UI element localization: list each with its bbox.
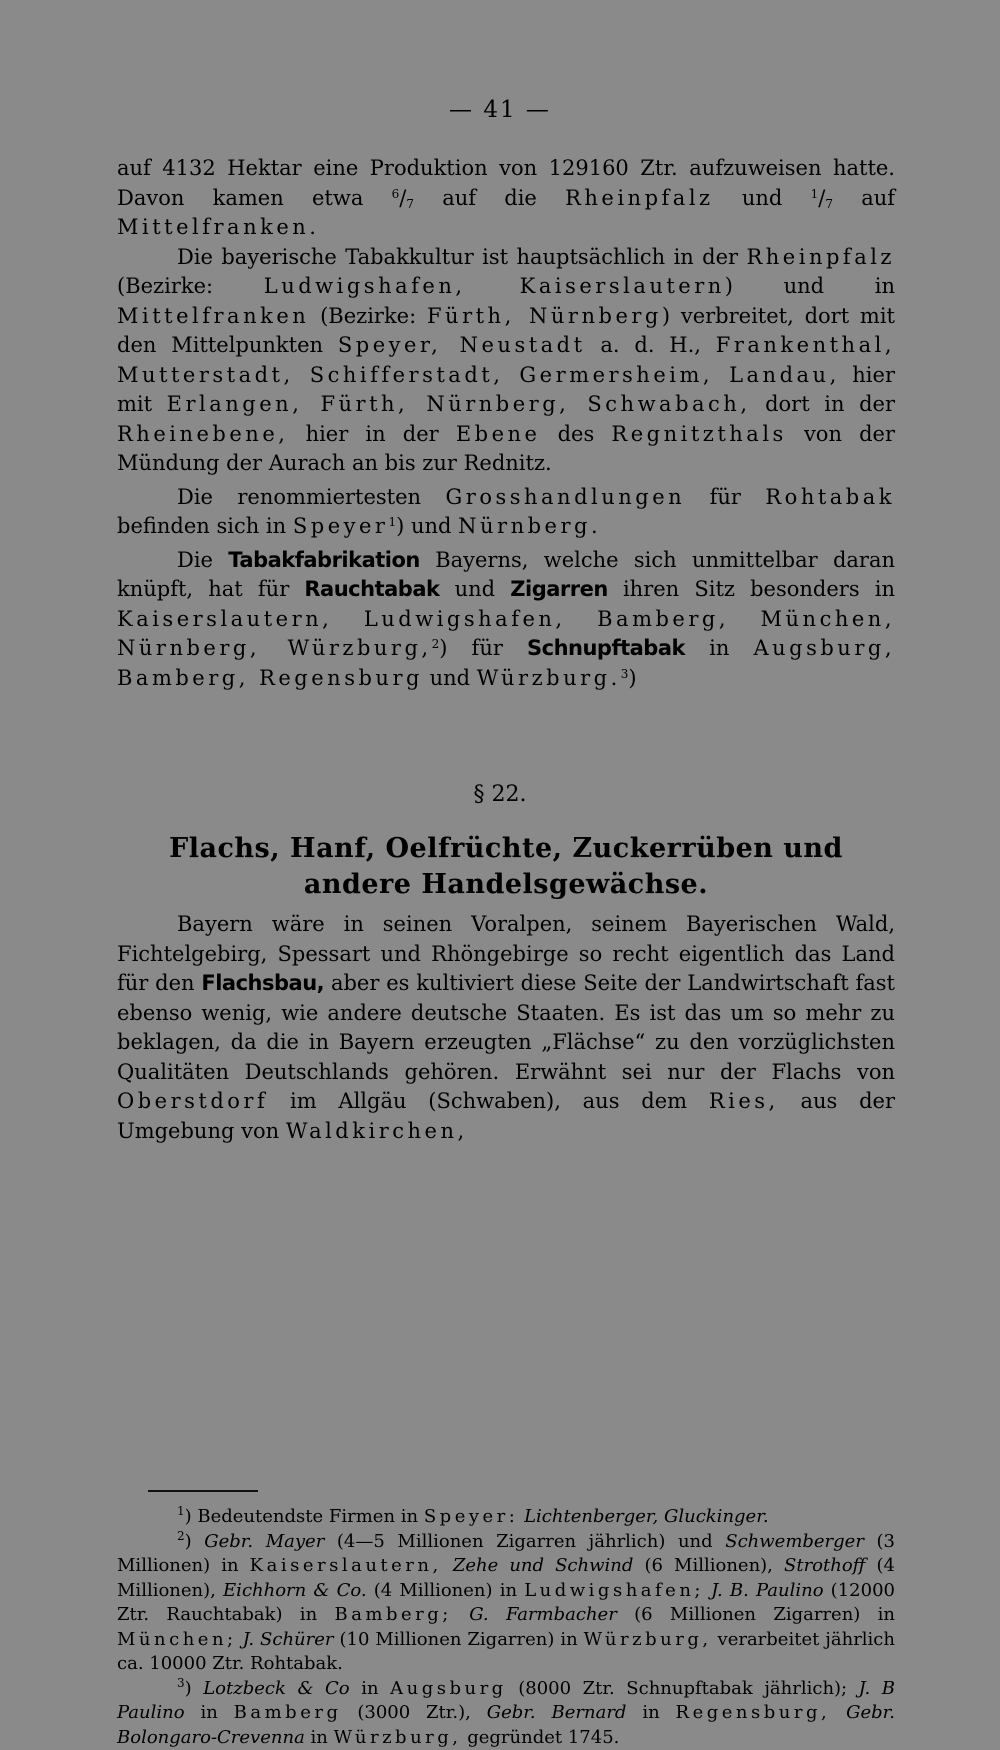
paragraph-2: Die bayerische Tabakkultur ist hauptsächlich in der Rheinpfalz (Bezirke: Ludwigshafen, Kaiserslautern) und in Mittelfranken (Bezirke: Fürth, Nürnberg) verbreitet, dort mit den Mittelpunkten Speyer, Neustadt a. d. H., Frankenthal, Mutterstadt, Schifferstadt, Germersheim, Landau, hier mit Erlangen, Fürth, Nürnberg, Schwabach, dort in der Rheinebene, hier in der Ebene des Regnitzthals von der Mündung der Aurach an bis zur Rednitz. bbox=[117, 243, 895, 479]
section-title-line-2: andere Handelsgewächse. bbox=[117, 867, 895, 903]
section-number: § 22. bbox=[0, 782, 1000, 807]
paragraph-4: Die Tabakfabrikation Bayerns, welche sich unmittelbar daran knüpft, hat für Rauchtabak und Zigarren ihren Sitz besonders in Kaiserslautern, Ludwigshafen, Bamberg, München, Nürnberg, Würzburg,$^2$) für Schnupftabak in Augsburg, Bamberg, Regensburg und Würzburg.$^3$) bbox=[117, 546, 895, 694]
section-title bbox=[117, 831, 895, 903]
footnote-separator bbox=[148, 1490, 258, 1492]
footnote-3: $^3$) Lotzbeck & Co in Augsburg (8000 Ztr. Schnupftabak jährlich); J. B Paulino in Bamberg (3000 Ztr.), Gebr. Bernard in Regensburg, Gebr. Bolongaro-Crevenna in Würzburg, gegründet 1745. bbox=[117, 1677, 895, 1750]
paragraph-5: Bayern wäre in seinen Voralpen, seinem Bayerischen Wald, Fichtelgebirg, Spessart und Rhöngebirge so recht eigentlich das Land für den Flachsbau, aber es kultiviert diese Seite der Landwirtschaft fast ebenso wenig, wie andere deutsche Staaten. Es ist das um so mehr zu beklagen, da die in Bayern erzeugten „Flächse“ zu den vorzüglichsten Qualitäten Deutschlands gehören. Erwähnt sei nur der Flachs von Oberstdorf im Allgäu (Schwaben), aus dem Ries, aus der Umgebung von Waldkirchen, bbox=[117, 910, 895, 1146]
paragraph-3: Die renommiertesten Grosshandlungen für Rohtabak befinden sich in Speyer$^1$) und Nürnberg. bbox=[117, 483, 895, 542]
footnotes bbox=[117, 1505, 895, 1750]
body-text-upper bbox=[117, 154, 895, 693]
paragraph-1: auf 4132 Hektar eine Produktion von 129160 Ztr. aufzuweisen hatte. Davon kamen etwa $^6/_7$ auf die Rheinpfalz und $^1/_7$ auf Mittelfranken. bbox=[117, 154, 895, 243]
footnote-2: $^2$) Gebr. Mayer (4—5 Millionen Zigarren jährlich) und Schwemberger (3 Millionen) in Kaiserslautern, Zehe und Schwind (6 Millionen), Strothoff (4 Millionen), Eichhorn & Co. (4 Millionen) in Ludwigshafen; J. B. Paulino (12000 Ztr. Rauchtabak) in Bamberg; G. Farmbacher (6 Millionen Zigarren) in München; J. Schürer (10 Millionen Zigarren) in Würzburg, verarbeitet jährlich ca. 10000 Ztr. Rohtabak. bbox=[117, 1530, 895, 1677]
body-text-lower bbox=[117, 910, 895, 1146]
page-number: — 41 — bbox=[0, 97, 1000, 123]
footnote-1: $^1$) Bedeutendste Firmen in Speyer: Lichtenberger, Gluckinger. bbox=[117, 1505, 895, 1530]
section-title-line-1: Flachs, Hanf, Oelfrüchte, Zuckerrüben und bbox=[117, 831, 895, 867]
